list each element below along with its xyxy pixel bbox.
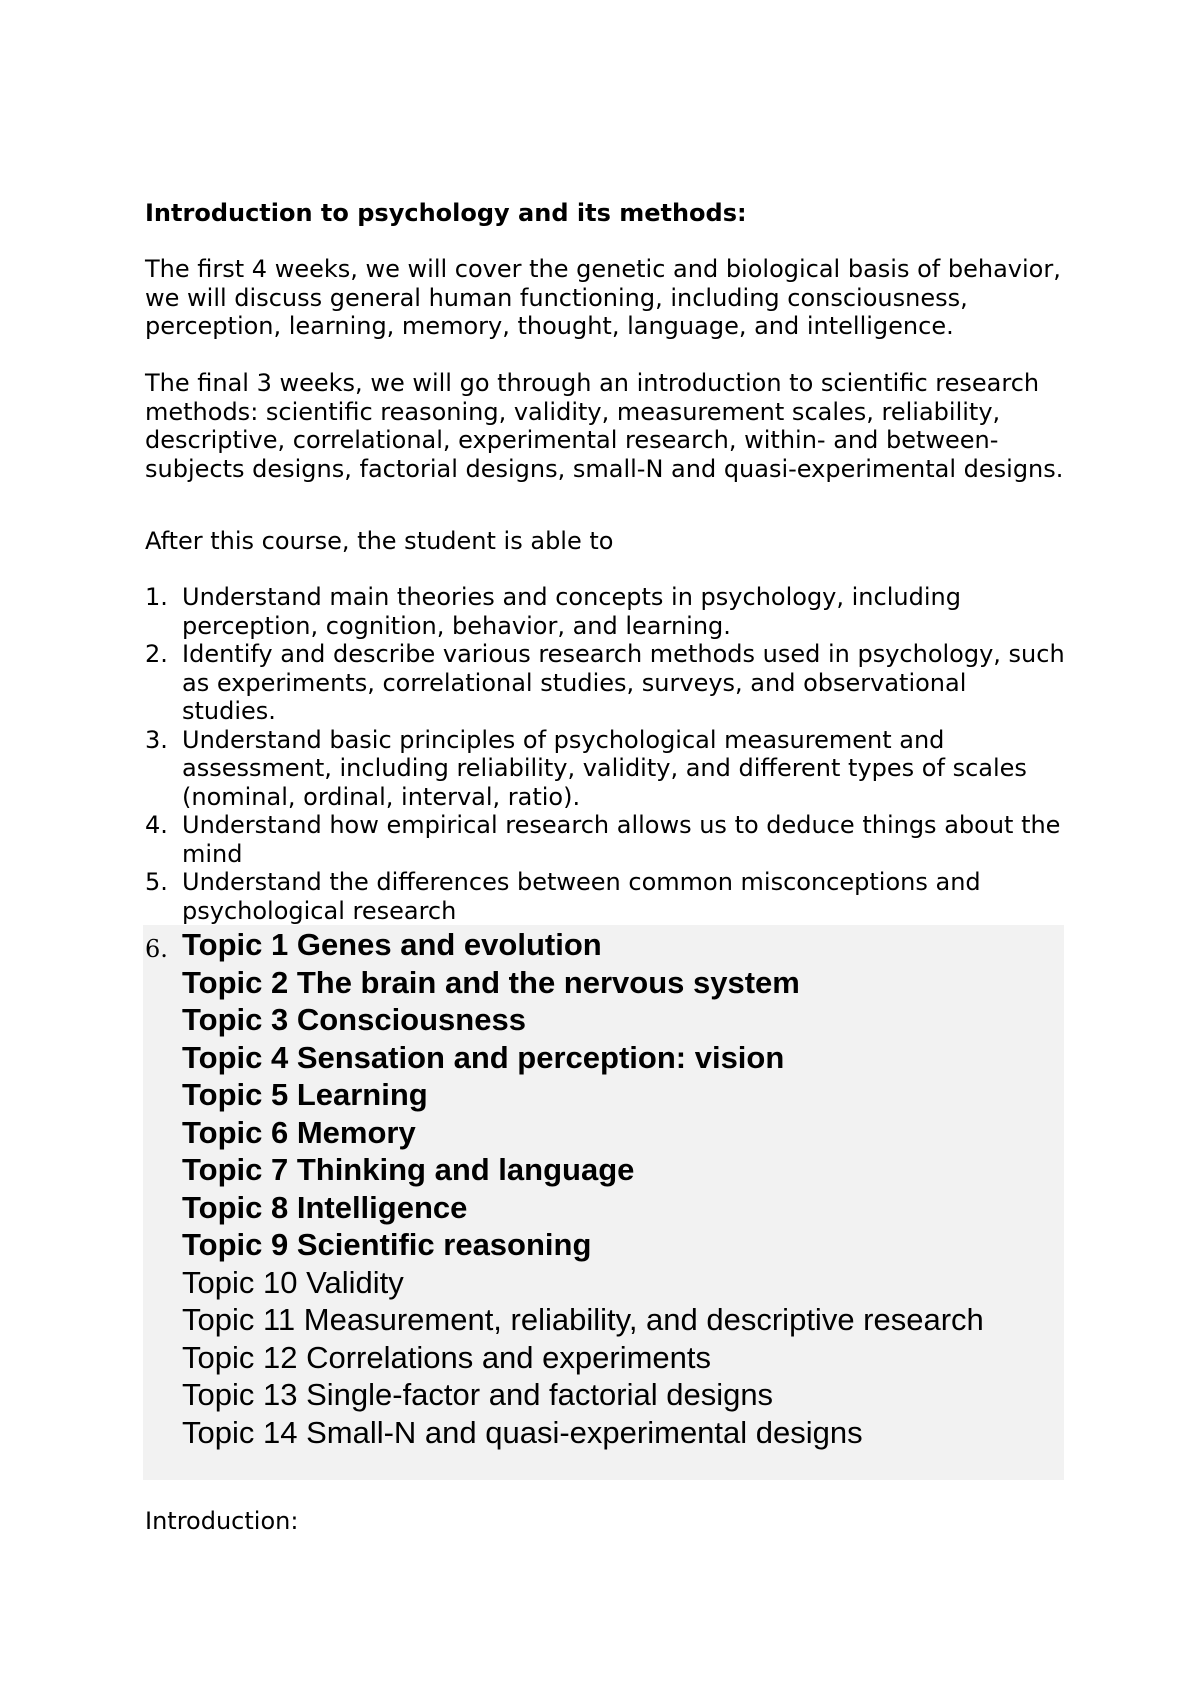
list-number: 2. (145, 640, 168, 668)
list-number: 3. (145, 725, 168, 754)
paragraph-first-weeks: The first 4 weeks, we will cover the genetic and biological basis of behavior, we will discuss general human functioning, including consciousness, perception, learning, memory, thought, language, and intelligence. (145, 255, 1061, 340)
objectives-list (145, 583, 1065, 925)
list-number: 4. (145, 811, 168, 839)
list-item-text: Understand basic principles of psychological measurement and assessment, including reliability, validity, and different types of scales (nominal, ordinal, interval, ratio). (182, 725, 1027, 811)
topic-item: Topic 1 Genes and evolution (182, 927, 602, 962)
list-item (145, 726, 1065, 812)
list-item (145, 811, 1065, 868)
list-item (145, 583, 1065, 640)
topic-item: Topic 12 Correlations and experiments (182, 1339, 711, 1375)
topic-item: Topic 2 The brain and the nervous system (182, 964, 800, 1000)
introduction-label: Introduction: (145, 1507, 299, 1535)
topic-item: Topic 8 Intelligence (182, 1189, 468, 1225)
topic-item: Topic 6 Memory (182, 1114, 416, 1150)
objectives-intro: After this course, the student is able to (145, 527, 614, 555)
list-item-text: Identify and describe various research methods used in psychology, such as experiments, correlational studies, surveys, and observational studies. (182, 640, 1065, 725)
topic-item: Topic 13 Single-factor and factorial designs (182, 1377, 774, 1412)
topics-block (143, 925, 1064, 1480)
list-item-text: Understand main theories and concepts in psychology, including perception, cognition, behavior, and learning. (182, 583, 961, 640)
topic-item: Topic 4 Sensation and perception: vision (182, 1039, 785, 1075)
list-item (145, 868, 1065, 925)
section-heading: Introduction to psychology and its methods: (145, 199, 747, 227)
topics-list (182, 926, 984, 1451)
list-number: 1. (145, 583, 168, 611)
paragraph-final-weeks: The final 3 weeks, we will go through an introduction to scientific research methods: scientific reasoning, validity, measurement scales, reliability, descriptive, correlational, experimental research, within- and between-subjects designs, factorial designs, small-N and quasi-experimental designs. (145, 369, 1064, 483)
list-item-text: Understand how empirical research allows us to deduce things about the mind (182, 811, 1061, 868)
topic-item: Topic 10 Validity (182, 1264, 404, 1300)
list-item (145, 640, 1065, 726)
topic-item: Topic 5 Learning (182, 1077, 428, 1112)
topic-item: Topic 7 Thinking and language (182, 1152, 635, 1187)
list-number: 5. (145, 868, 168, 896)
list-item-text: Understand the differences between common misconceptions and psychological research (182, 868, 981, 925)
topic-item: Topic 9 Scientific reasoning (182, 1227, 592, 1262)
topic-item: Topic 14 Small-N and quasi-experimental designs (182, 1414, 863, 1450)
list-number: 6. (145, 935, 168, 963)
topic-item: Topic 11 Measurement, reliability, and descriptive research (182, 1302, 984, 1337)
topic-item: Topic 3 Consciousness (182, 1002, 526, 1037)
